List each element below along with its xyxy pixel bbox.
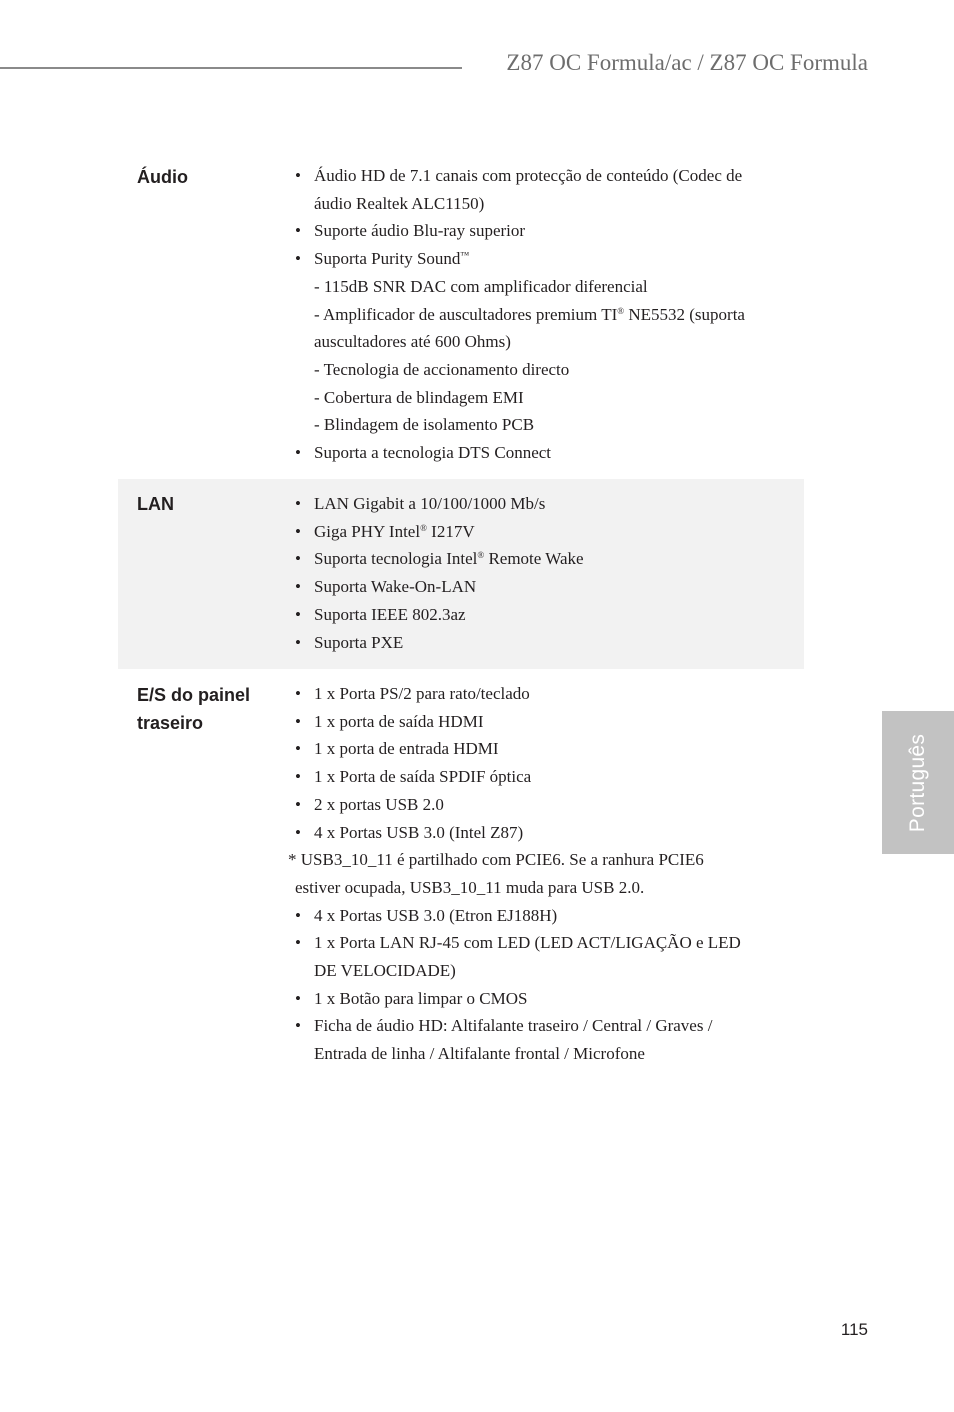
footnote: * USB3_10_11 é partilhado com PCIE6. Se a ranhura PCIE6	[288, 850, 704, 870]
audio-spec-list	[314, 162, 788, 467]
list-item: • 1 x Botão para limpar o CMOS	[314, 985, 788, 1013]
page-header-title: Z87 OC Formula/ac / Z87 OC Formula	[506, 50, 868, 75]
list-item: - Tecnologia de accionamento directo	[314, 359, 570, 379]
section-label-line: traseiro	[137, 713, 204, 733]
lan-section	[118, 479, 804, 669]
list-item: • 1 x Porta PS/2 para rato/teclado	[314, 680, 788, 708]
list-item	[314, 245, 788, 273]
item-text: Giga PHY Intel	[314, 521, 421, 541]
list-item: • 1 x Porta de saída SPDIF óptica	[314, 763, 788, 791]
list-item: • LAN Gigabit a 10/100/1000 Mb/s	[314, 490, 788, 518]
language-side-tab	[882, 711, 954, 854]
list-item: • 4 x Portas USB 3.0 (Etron EJ188H)	[314, 902, 788, 930]
section-label-lan: LAN	[137, 494, 174, 514]
header-rule	[0, 67, 462, 69]
registered-mark: ®	[420, 522, 427, 533]
list-item: • 1 x porta de saída HDMI	[314, 708, 788, 736]
list-item: • Áudio HD de 7.1 canais com protecção de conteúdo (Codec de	[314, 162, 788, 190]
item-text: I217V	[426, 521, 475, 541]
list-item: • Suporta a tecnologia DTS Connect	[314, 439, 788, 467]
list-item: - 115dB SNR DAC com amplificador diferencial	[314, 276, 648, 296]
list-item: auscultadores até 600 Ohms)	[314, 332, 511, 352]
section-label-line: E/S do painel	[137, 685, 251, 705]
list-item	[314, 217, 788, 245]
list-item	[314, 545, 788, 573]
list-item: • 4 x Portas USB 3.0 (Intel Z87)	[314, 819, 788, 847]
registered-mark: ®	[477, 550, 485, 561]
registered-mark: ®	[617, 305, 625, 316]
list-item	[314, 301, 788, 329]
item-text: Suporta tecnologia Intel	[314, 549, 478, 569]
list-item	[314, 518, 788, 546]
list-item: • Suporta Wake-On-LAN	[314, 573, 788, 601]
list-item: - Blindagem de isolamento PCB	[314, 415, 535, 435]
list-item: áudio Realtek ALC1150)	[314, 193, 485, 213]
item-text: Remote Wake	[484, 549, 584, 569]
item-text: Suporte áudio Blu-ray superior	[314, 221, 526, 241]
list-item: DE VELOCIDADE)	[314, 961, 456, 981]
section-label-rear-io	[137, 681, 250, 737]
list-item: • Suporta IEEE 802.3az	[314, 601, 788, 629]
list-item: - Cobertura de blindagem EMI	[314, 387, 524, 407]
item-text: NE5532 (suporta	[624, 304, 745, 324]
item-text: Suporta Purity Sound	[314, 249, 461, 269]
list-item: • Ficha de áudio HD: Altifalante traseiro / Central / Graves /	[314, 1012, 788, 1040]
section-label-audio: Áudio	[137, 167, 188, 187]
list-item: • Suporta PXE	[314, 629, 788, 657]
page-number: 115	[840, 1320, 868, 1339]
list-item: • 1 x Porta LAN RJ-45 com LED (LED ACT/LIGAÇÃO e LED	[314, 929, 788, 957]
item-text: - Amplificador de auscultadores premium TI	[314, 304, 618, 324]
list-item: • 2 x portas USB 2.0	[314, 791, 788, 819]
trademark-mark: ™	[460, 250, 470, 261]
audio-section	[118, 150, 804, 478]
list-item: • 1 x porta de entrada HDMI	[314, 735, 788, 763]
lan-spec-list	[314, 490, 788, 656]
language-tab-label: Português	[906, 733, 929, 832]
rear-io-spec-list	[288, 680, 788, 1068]
rear-io-section	[118, 670, 804, 1080]
list-item: Entrada de linha / Altifalante frontal / Microfone	[314, 1044, 645, 1064]
footnote: estiver ocupada, USB3_10_11 muda para USB 2.0.	[295, 877, 645, 897]
